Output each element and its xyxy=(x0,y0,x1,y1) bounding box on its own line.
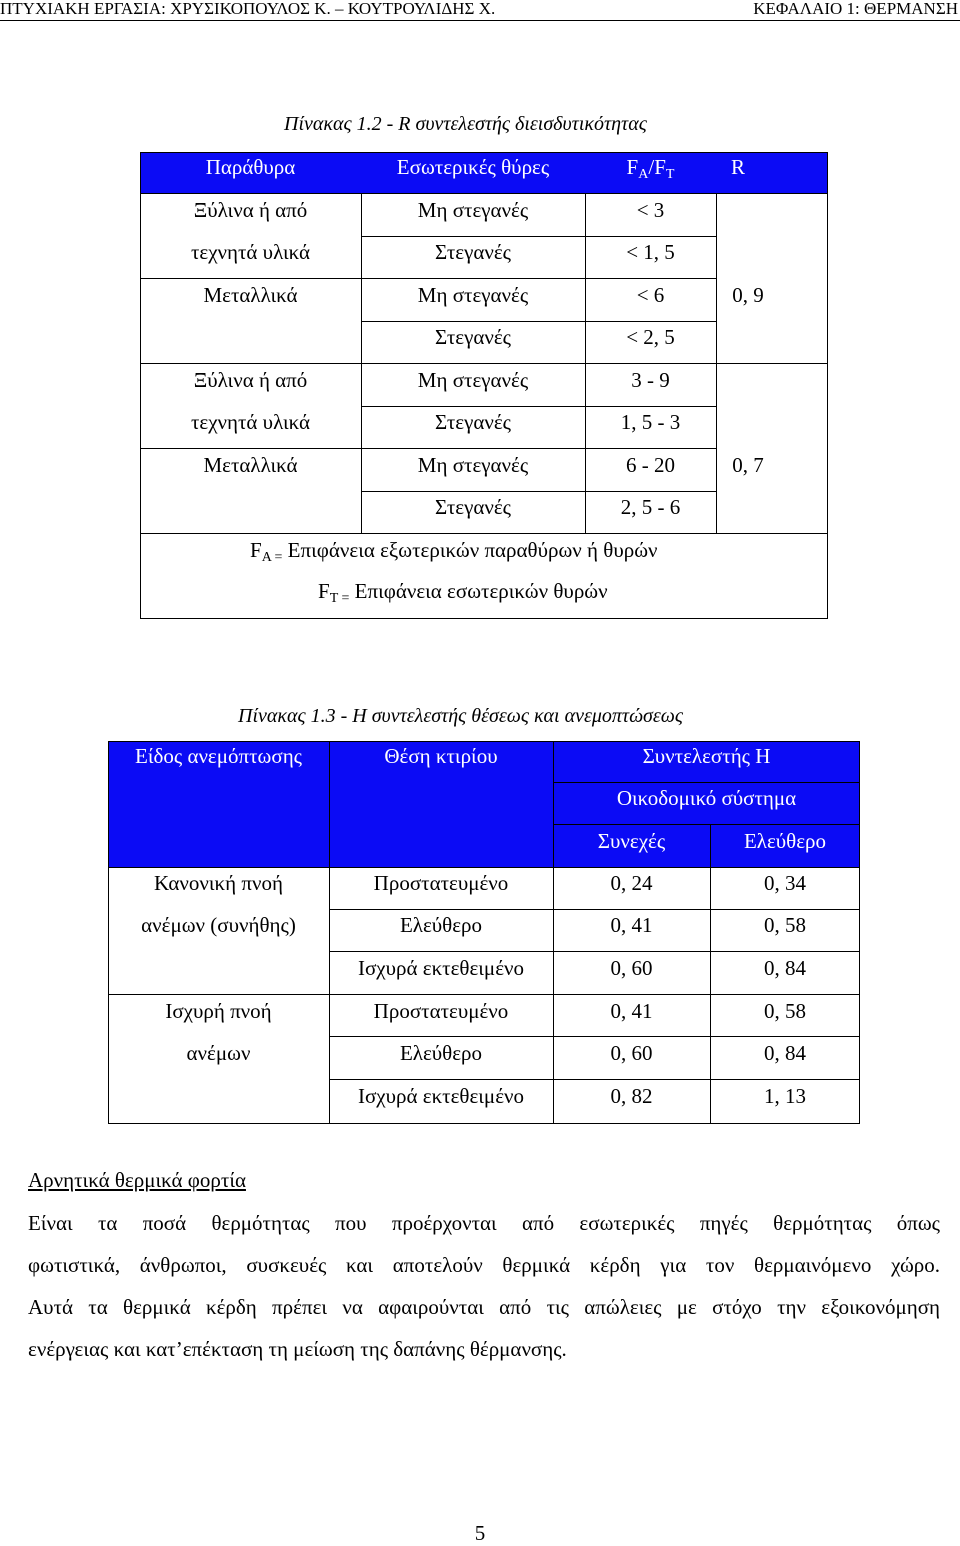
section-heading: Αρνητικά θερμικά φορτία xyxy=(28,1168,246,1192)
table1-ratio-cell: < 1, 5 xyxy=(626,240,675,264)
group-wood-line1: Ξύλινα ή από xyxy=(193,198,308,222)
table1-ratio-cell: < 6 xyxy=(636,283,665,307)
table1-door-cell: Στεγανές xyxy=(434,495,511,519)
table2-cont-cell: 0, 60 xyxy=(610,1041,653,1065)
paragraph-line: Αυτά τα θερμικά κέρδη πρέπει να αφαιρούνται από τις απώλειες με στόχο την εξοικονόμηση xyxy=(28,1295,940,1319)
paragraph-line: Είναι τα ποσά θερμότητας που προέρχονται από εσωτερικές πηγές θερμότητας όπως xyxy=(28,1211,940,1235)
table2-cont-cell: 0, 60 xyxy=(610,956,653,980)
table2-free-cell: 0, 34 xyxy=(764,871,806,895)
table2-header-coef: Συντελεστής Η xyxy=(642,744,771,768)
table1-door-cell: Μη στεγανές xyxy=(417,453,529,477)
paragraph-line: φωτιστικά, άνθρωποι, συσκευές και αποτελούν θερμικά κέρδη για τον θερμαινόμενο χώρο. xyxy=(28,1253,940,1277)
page-number: 5 xyxy=(474,1521,486,1545)
r-value: 0, 7 xyxy=(732,453,764,477)
group-metal: Μεταλλικά xyxy=(203,283,298,307)
table2-position-cell: Ισχυρά εκτεθειμένο xyxy=(357,1084,525,1108)
table2-header-type: Είδος ανεμόπτωσης xyxy=(135,744,302,768)
paragraph-line: ενέργειας και κατ’επέκταση τη μείωση της δαπάνης θέρμανσης. xyxy=(28,1337,567,1361)
wind-group-strong: Ισχυρή πνοή xyxy=(165,999,272,1023)
table1-ratio-cell: 1, 5 - 3 xyxy=(620,410,681,434)
table2-header-free: Ελεύθερο xyxy=(743,829,827,853)
table2-cont-cell: 0, 41 xyxy=(610,999,653,1023)
table1-ratio-cell: 3 - 9 xyxy=(631,368,670,392)
table1-note-ft: $F_{T =}$ Επιφάνεια εσωτερικών θυρών xyxy=(318,579,608,606)
table2-header-position: Θέση κτιρίου xyxy=(384,744,498,768)
table2-free-cell: 0, 84 xyxy=(764,956,806,980)
table1-ratio-cell: < 2, 5 xyxy=(626,325,675,349)
header-rule xyxy=(0,20,960,21)
table1-door-cell: Μη στεγανές xyxy=(417,283,529,307)
table1-door-cell: Στεγανές xyxy=(434,410,511,434)
table1-ratio-cell: 2, 5 - 6 xyxy=(620,495,681,519)
wind-group-normal: ανέμων (συνήθης) xyxy=(141,913,296,937)
table1-header-doors: Εσωτερικές θύρες xyxy=(396,155,550,179)
table2-position-cell: Ισχυρά εκτεθειμένο xyxy=(357,956,525,980)
table1-header-r: R xyxy=(730,155,745,179)
table1-door-cell: Μη στεγανές xyxy=(417,368,529,392)
table2-header-system: Οικοδομικό σύστημα xyxy=(616,786,797,810)
table2-free-cell: 0, 58 xyxy=(764,999,806,1023)
table1-caption: Πίνακας 1.2 - R συντελεστής διεισδυτικότητας xyxy=(284,113,647,135)
wind-group-normal: Κανονική πνοή xyxy=(154,871,283,895)
table2-free-cell: 0, 84 xyxy=(764,1041,806,1065)
table2-free-cell: 1, 13 xyxy=(764,1084,806,1108)
table2-position-cell: Ελεύθερο xyxy=(399,913,483,937)
table1-ratio-cell: 6 - 20 xyxy=(626,453,675,477)
table1-note-fa: $F_{A =}$ Επιφάνεια εξωτερικών παραθύρων ή θυρών xyxy=(250,538,658,565)
table1-header-ratio: $F_A/F_T$ xyxy=(626,155,675,182)
header-right: ΚΕΦΑΛΑΙΟ 1: ΘΕΡΜΑΝΣΗ xyxy=(753,0,958,18)
group-metal: Μεταλλικά xyxy=(203,453,298,477)
table2-cont-cell: 0, 41 xyxy=(610,913,653,937)
table2-position-cell: Ελεύθερο xyxy=(399,1041,483,1065)
table2-cont-cell: 0, 82 xyxy=(610,1084,653,1108)
table2-caption: Πίνακας 1.3 - Η συντελεστής θέσεως και ανεμοπτώσεως xyxy=(238,705,683,727)
table1-door-cell: Στεγανές xyxy=(434,240,511,264)
table1-door-cell: Μη στεγανές xyxy=(417,198,529,222)
table2-free-cell: 0, 58 xyxy=(764,913,806,937)
table1-header-windows: Παράθυρα xyxy=(205,155,296,179)
table2-position-cell: Προστατευμένο xyxy=(373,871,509,895)
table2-position-cell: Προστατευμένο xyxy=(373,999,509,1023)
table1-ratio-cell: < 3 xyxy=(636,198,665,222)
table2-cont-cell: 0, 24 xyxy=(610,871,653,895)
group-wood-line1: Ξύλινα ή από xyxy=(193,368,308,392)
r-value: 0, 9 xyxy=(732,283,764,307)
wind-group-strong: ανέμων xyxy=(186,1041,251,1065)
header-left: ΠΤΥΧΙΑΚΗ ΕΡΓΑΣΙΑ: ΧΡΥΣΙΚΟΠΟΥΛΟΣ Κ. – ΚΟΥΤΡΟΥΛΙΔΗΣ Χ. xyxy=(0,0,496,18)
group-wood-line2: τεχνητά υλικά xyxy=(190,240,311,264)
group-wood-line2: τεχνητά υλικά xyxy=(190,410,311,434)
table1-door-cell: Στεγανές xyxy=(434,325,511,349)
table2-header-continuous: Συνεχές xyxy=(597,829,666,853)
